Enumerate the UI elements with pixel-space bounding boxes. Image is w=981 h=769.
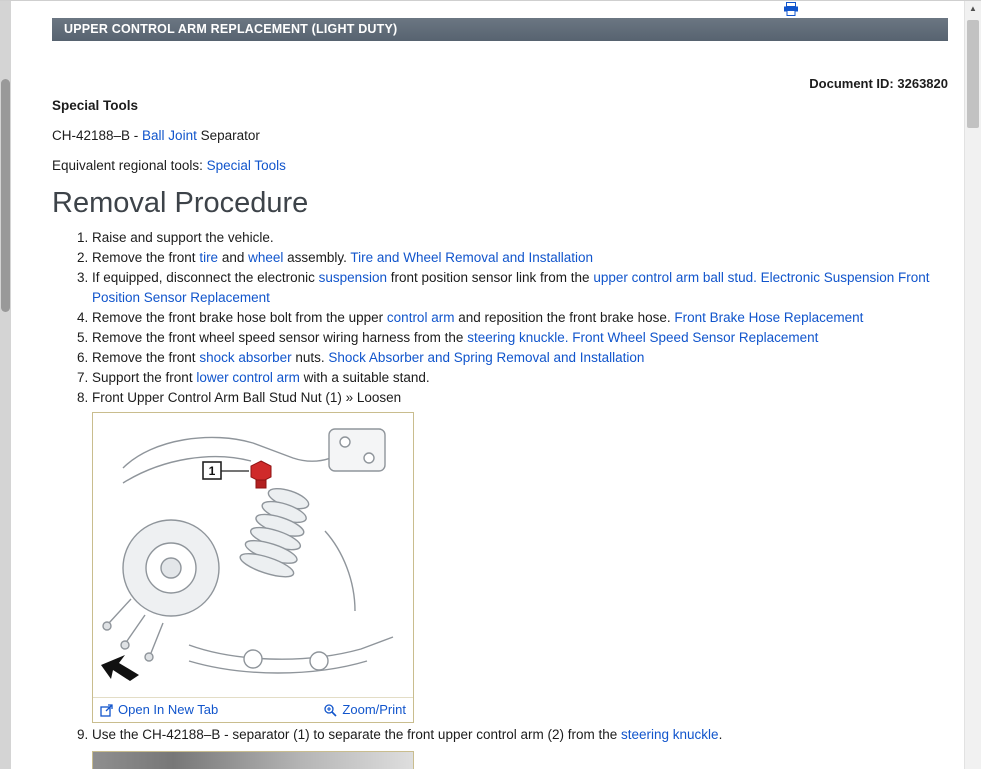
callout-1: [203, 462, 249, 479]
text-run: assembly.: [283, 250, 351, 265]
inline-link[interactable]: shock absorber: [199, 350, 292, 365]
step-text: [92, 250, 593, 265]
scroll-up-arrow[interactable]: ▲: [969, 4, 977, 13]
left-scrollbar-thumb[interactable]: [1, 79, 10, 312]
text-run: Front Upper Control Arm Ball Stud Nut (1) » Loosen: [92, 390, 402, 405]
section-title: Removal Procedure: [52, 187, 309, 219]
equivalent-tools-line: [52, 157, 948, 174]
text-run: and reposition the front brake hose.: [454, 310, 675, 325]
direction-arrow: [101, 655, 139, 681]
text-run: .: [718, 727, 723, 742]
open-in-new-tab-label: Open In New Tab: [118, 702, 219, 717]
figure-2-partial[interactable]: [92, 751, 414, 769]
text-run: Raise and support the vehicle.: [92, 230, 274, 245]
inline-link[interactable]: suspension: [318, 270, 387, 285]
step-text: [92, 370, 430, 385]
inline-link[interactable]: tire: [199, 250, 219, 265]
step-text: [92, 310, 863, 325]
step-text: [92, 350, 644, 365]
page-title-banner: UPPER CONTROL ARM REPLACEMENT (LIGHT DUTY): [52, 18, 948, 41]
zoom-icon: [324, 704, 337, 717]
document-content: [52, 18, 948, 769]
right-scrollbar[interactable]: [964, 1, 981, 769]
text-run: nuts.: [291, 350, 329, 365]
inline-link[interactable]: Special Tools: [206, 158, 286, 173]
step-8: [92, 388, 948, 723]
text-run: Remove the front: [92, 250, 200, 265]
special-tools-heading: Special Tools: [52, 98, 139, 113]
step-4: [92, 308, 948, 328]
text-run: front position sensor link from the: [386, 270, 594, 285]
step-6: [92, 348, 948, 368]
inline-link[interactable]: control arm: [386, 310, 455, 325]
open-in-new-tab-link[interactable]: [100, 700, 218, 720]
right-scrollbar-thumb[interactable]: [967, 20, 979, 128]
inline-link[interactable]: steering knuckle.: [467, 330, 569, 345]
step-2: [92, 248, 948, 268]
document-id: Document ID: 3263820: [809, 76, 948, 91]
figure-1-image[interactable]: [93, 413, 413, 698]
step-7: [92, 368, 948, 388]
text-run: Use the CH-42188–B - separator (1) to separate the front upper control arm (2) from the: [92, 727, 621, 742]
step-text: [92, 390, 401, 405]
inline-link[interactable]: Front Wheel Speed Sensor Replacement: [572, 330, 819, 345]
text-run: and: [218, 250, 249, 265]
text-run: Remove the front wheel speed sensor wiring harness from the: [92, 330, 468, 345]
print-icon[interactable]: [783, 2, 799, 16]
step-1: [92, 228, 948, 248]
text-run: with a suitable stand.: [299, 370, 430, 385]
special-tool-line: [52, 127, 948, 144]
open-in-new-tab-icon: [100, 704, 113, 717]
procedure-steps: [52, 228, 948, 769]
inline-link[interactable]: Tire and Wheel Removal and Installation: [350, 250, 594, 265]
inline-link[interactable]: Electronic Suspension Front Position Sensor Replacement: [92, 270, 930, 305]
text-run: Separator: [196, 128, 260, 143]
step-9: [92, 725, 948, 769]
step-text: [92, 727, 722, 742]
text-run: CH-42188–B -: [52, 128, 143, 143]
text-run: Equivalent regional tools:: [52, 158, 207, 173]
left-scrollbar[interactable]: [0, 1, 11, 769]
step-text: [92, 230, 274, 245]
svg-text:1: 1: [208, 464, 216, 478]
step-text: [92, 270, 930, 305]
inline-link[interactable]: steering knuckle: [621, 727, 719, 742]
step-3: [92, 268, 948, 308]
inline-link[interactable]: lower control arm: [196, 370, 300, 385]
text-run: Remove the front: [92, 350, 200, 365]
text-run: If equipped, disconnect the electronic: [92, 270, 319, 285]
ball-stud-nut: [251, 461, 271, 488]
figure-1-toolbar: [93, 698, 413, 722]
inline-link[interactable]: Ball Joint: [142, 128, 197, 143]
inline-link[interactable]: Front Brake Hose Replacement: [674, 310, 864, 325]
inline-link[interactable]: Shock Absorber and Spring Removal and Installation: [328, 350, 645, 365]
inline-link[interactable]: wheel: [248, 250, 284, 265]
zoom-print-link[interactable]: [324, 700, 406, 720]
text-run: Remove the front brake hose bolt from the upper: [92, 310, 387, 325]
figure-1: [92, 412, 414, 723]
text-run: Support the front: [92, 370, 197, 385]
inline-link[interactable]: upper control arm ball stud.: [593, 270, 757, 285]
zoom-print-label: Zoom/Print: [342, 702, 406, 717]
step-5: [92, 328, 948, 348]
step-text: [92, 330, 818, 345]
